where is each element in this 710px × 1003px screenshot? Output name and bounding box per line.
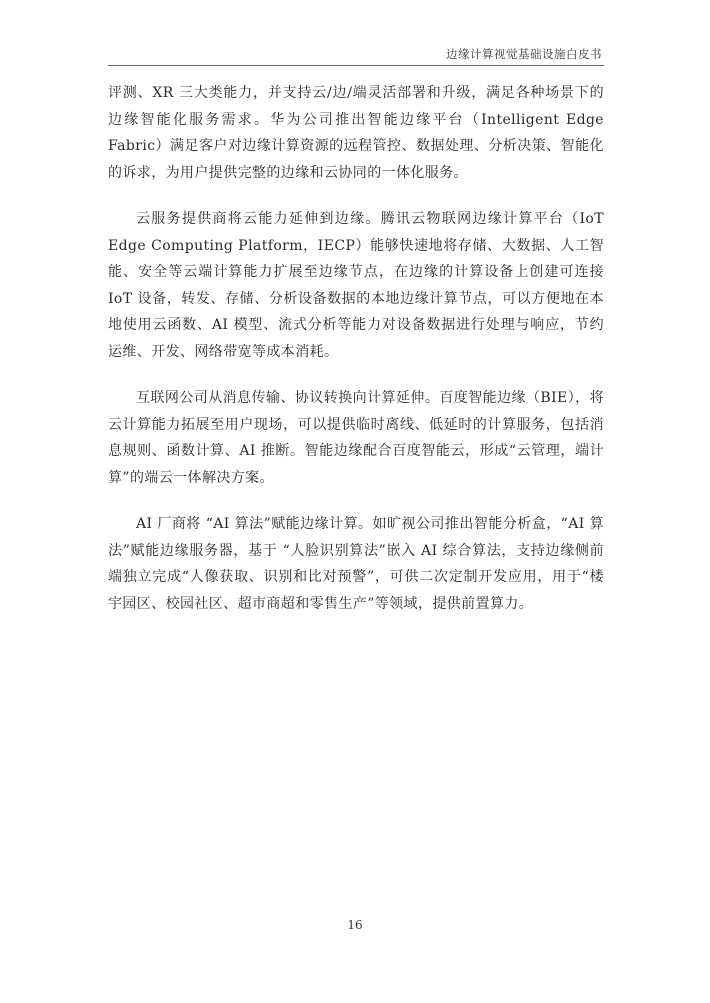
paragraph-megvii: AI 厂商将 “AI 算法”赋能边缘计算。如旷视公司推出智能分析盒，“AI 算法”赋能边缘服务器，基于 “人脸识别算法”嵌入 AI 综合算法，支持边缘侧前端独立完成“人像获取、识别和比对预警”，可供二次定制开发应用，用于“楼宇园区、校园社区、超市商超和零售生产”等领域，提供前置算力。 <box>108 516 604 612</box>
paragraph-baidu: 互联网公司从消息传输、协议转换向计算延伸。百度智能边缘（BIE），将云计算能力拓展至用户现场，可以提供临时离线、低延时的计算服务，包括消息规则、函数计算、AI 推断。智能边缘配合百度智能云，形成“云管理，端计算”的端云一体解决方案。 <box>108 390 604 486</box>
page-body <box>108 80 604 637</box>
paragraph-huawei: 评测、XR 三大类能力，并支持云/边/端灵活部署和升级，满足各种场景下的边缘智能化服务需求。华为公司推出智能边缘平台（Intelligent Edge Fabric）满足客户对边缘计算资源的远程管控、数据处理、分析决策、智能化的诉求，为用户提供完整的边缘和云协同的一体化服务。 <box>108 85 604 181</box>
header-divider <box>108 65 604 66</box>
page-number: 16 <box>347 918 363 932</box>
running-header: 边缘计算视觉基础设施白皮书 <box>446 47 602 61</box>
paragraph-tencent: 云服务提供商将云能力延伸到边缘。腾讯云物联网边缘计算平台（IoT Edge Computing Platform，IECP）能够快速地将存储、大数据、人工智能、安全等云端计算能力扩展至边缘节点，在边缘的计算设备上创建可连接 IoT 设备，转发、存储、分析设备数据的本地边缘计算节点，可以方便地在本地使用云函数、AI 模型、流式分析等能力对设备数据进行处理与响应，节约运维、开发、网络带宽等成本消耗。 <box>108 211 604 360</box>
